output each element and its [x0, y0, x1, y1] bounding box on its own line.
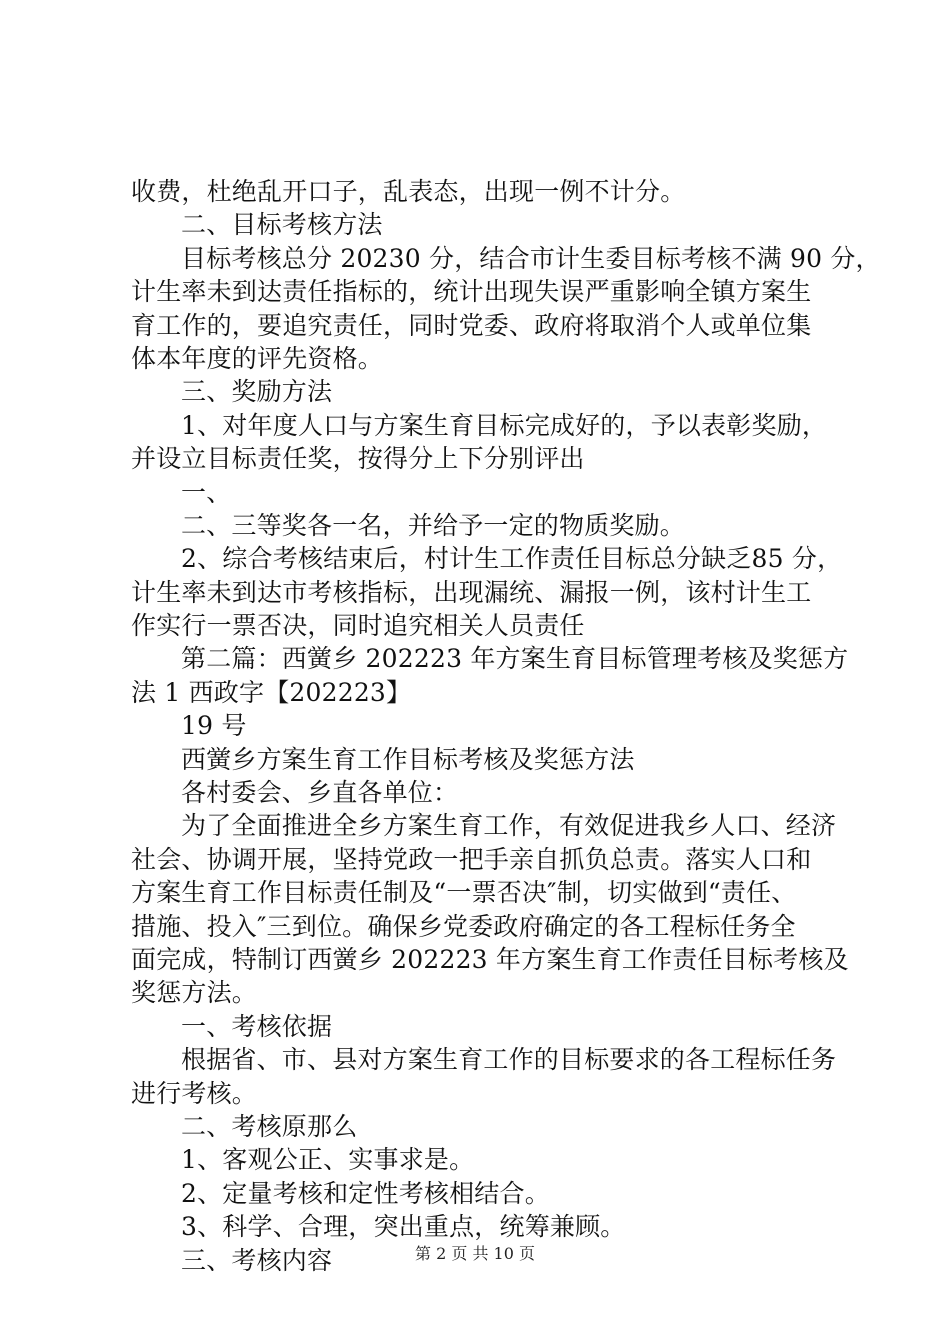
text-line: 第二篇：西黉乡 202223 年方案生育目标管理考核及奖惩方 [181, 644, 849, 674]
text-line: 奖惩方法。 [131, 978, 258, 1008]
text-line: 19 号 [181, 711, 247, 741]
text-line: 三、考核内容 [181, 1245, 333, 1275]
text-line: 面完成，特制订西黉乡 202223 年方案生育工作责任目标考核及 [131, 944, 849, 974]
text-line: 2、定量考核和定性考核相结合。 [181, 1178, 550, 1208]
text-line: 西黉乡方案生育工作目标考核及奖惩方法 [181, 744, 635, 774]
text-line: 方案生育工作目标责任制及“一票否决″制，切实做到“责任、 [131, 878, 797, 908]
text-line: 2、综合考核结束后，村计生工作责任目标总分缺乏85 分， [181, 544, 843, 574]
text-line: 措施、投入″三到位。确保乡党委政府确定的各工程标任务全 [131, 911, 796, 941]
text-line: 计生率未到达市考核指标，出现漏统、漏报一例，该村计生工 [131, 577, 812, 607]
text-line: 1、对年度人口与方案生育目标完成好的，予以表彰奖励， [181, 410, 828, 440]
text-line: 二、考核原那么 [181, 1111, 358, 1141]
text-line: 3、科学、合理，突出重点，统筹兼顾。 [181, 1212, 626, 1242]
text-line: 体本年度的评先资格。 [131, 343, 384, 373]
text-line: 根据省、市、县对方案生育工作的目标要求的各工程标任务 [181, 1045, 837, 1075]
text-line: 目标考核总分 20230 分，结合市计生委目标考核不满 90 分， [181, 243, 881, 273]
text-line: 为了全面推进全乡方案生育工作，有效促进我乡人口、经济 [181, 811, 837, 841]
text-line: 法 1 西政字【202223】 [131, 677, 412, 707]
text-line: 社会、协调开展，坚持党政一把手亲自抓负总责。落实人口和 [131, 844, 812, 874]
text-line: 收费，杜绝乱开口子，乱表态，出现一例不计分。 [131, 177, 686, 206]
text-line: 二、三等奖各一名，并给予一定的物质奖励。 [181, 510, 686, 540]
text-line: 计生率未到达责任指标的，统计出现失误严重影响全镇方案生 [131, 277, 812, 307]
text-line: 各村委会、乡直各单位： [181, 778, 459, 808]
text-line: 三、奖励方法 [181, 377, 333, 407]
page-number-footer: 第 2 页 共 10 页 [415, 1244, 535, 1263]
document-body [131, 175, 881, 1277]
text-line: 1、客观公正、实事求是。 [181, 1145, 475, 1175]
text-line: 育工作的，要追究责任，同时党委、政府将取消个人或单位集 [131, 310, 812, 340]
text-line: 二、目标考核方法 [181, 210, 383, 240]
text-line: 作实行一票否决，同时追究相关人员责任 [131, 611, 585, 641]
text-line: 一、 [181, 477, 232, 507]
text-line: 一、考核依据 [181, 1011, 333, 1041]
text-line: 并设立目标责任奖，按得分上下分别评出 [131, 444, 585, 474]
text-line: 进行考核。 [131, 1078, 258, 1108]
